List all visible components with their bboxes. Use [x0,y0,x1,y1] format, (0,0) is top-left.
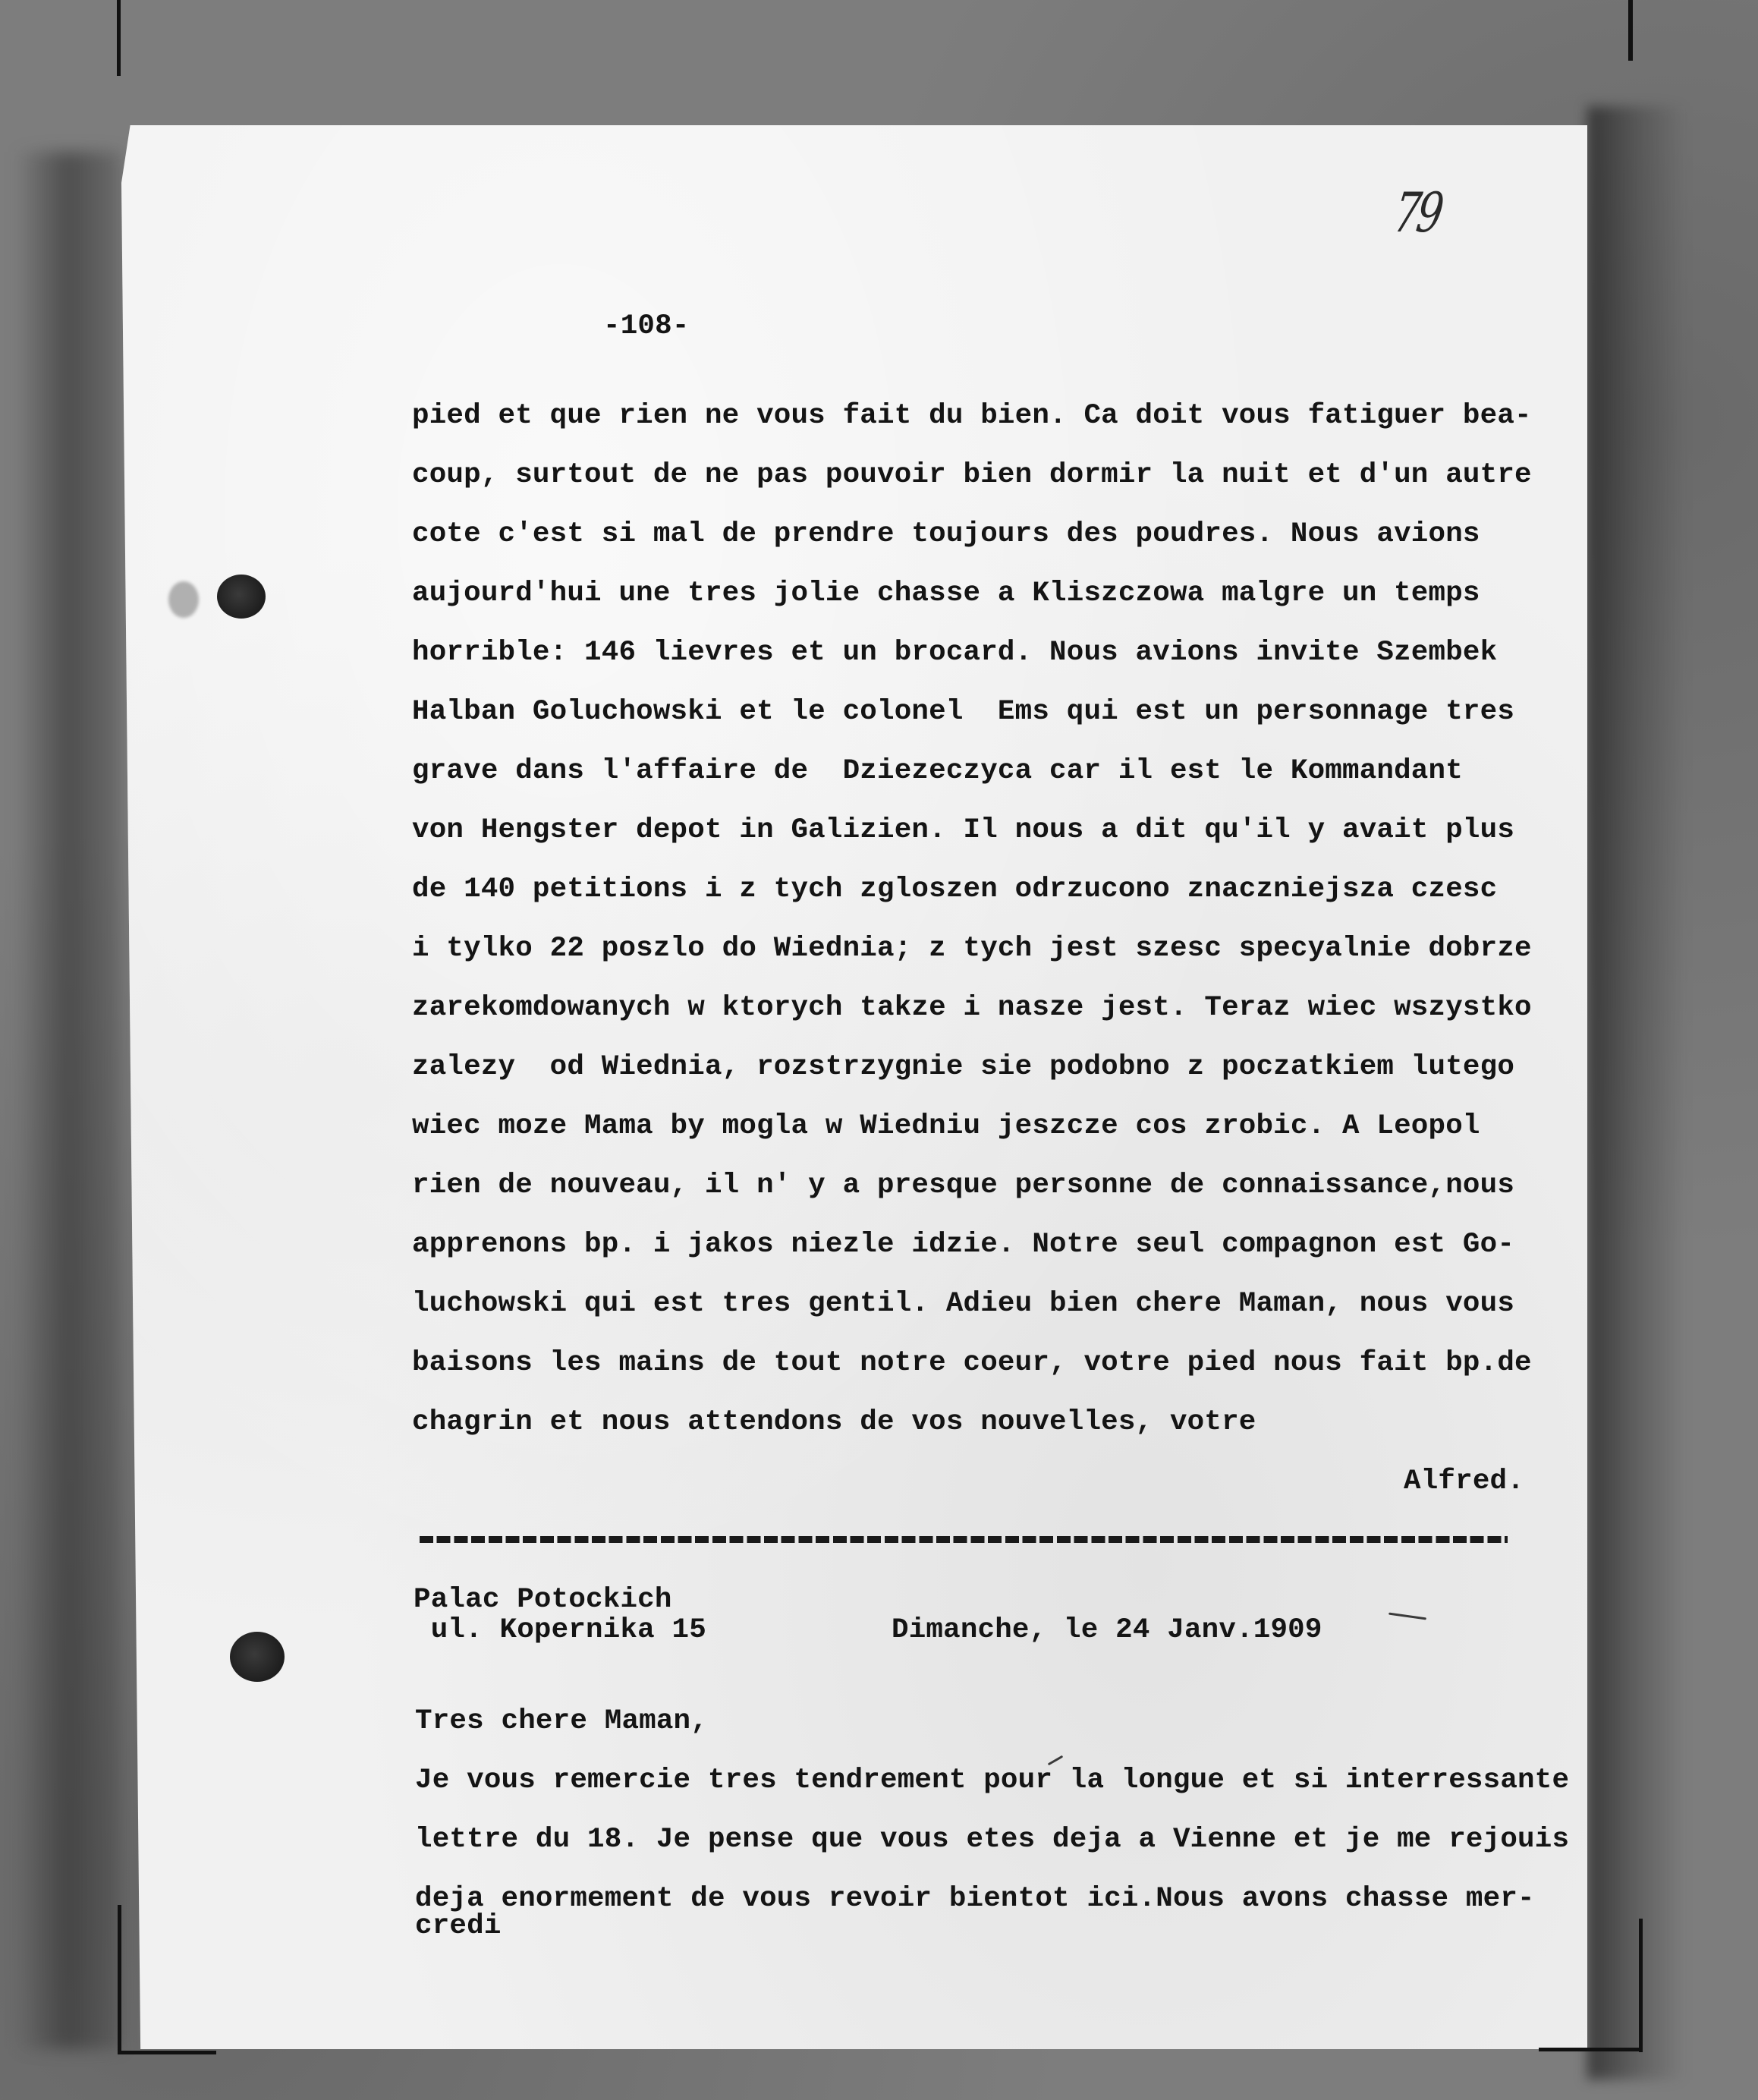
text-line: chagrin et nous attendons de vos nouvelles, votre [412,1406,1256,1438]
registration-mark-top-right [1628,0,1633,61]
folio-number-handwritten: 79 [1390,181,1445,244]
punch-hole-ghost [168,581,199,618]
crop-mark-bottom-right-vertical [1639,1919,1643,2052]
paper-shadow-left [15,152,121,2049]
text-line: zarekomdowanych w ktorych takze i nasze jest. Teraz wiec wszystko [412,992,1532,1024]
text-line: lettre du 18. Je pense que vous etes deja a Vienne et je me rejouis [415,1824,1570,1856]
text-line: baisons les mains de tout notre coeur, votre pied nous fait bp.de [412,1347,1532,1379]
punch-hole-bottom [230,1632,285,1682]
text-line: Halban Goluchowski et le colonel Ems qui est un personnage tres [412,696,1515,728]
text-line: von Hengster depot in Galizien. Il nous a dit qu'il y avait plus [412,814,1515,846]
text-line: zalezy od Wiednia, rozstrzygnie sie podobno z poczatkiem lutego [412,1051,1515,1083]
letter-date: Dimanche, le 24 Janv.1909 [892,1614,1322,1646]
crop-mark-bottom-right-horizontal [1539,2048,1641,2051]
text-line: de 140 petitions i z tych zgloszen odrzucono znaczniejsza czesc [412,874,1498,905]
text-line: luchowski qui est tres gentil. Adieu bien chere Maman, nous vous [412,1288,1515,1320]
crop-mark-bottom-left-vertical [118,1905,121,2054]
text-line: coup, surtout de ne pas pouvoir bien dormir la nuit et d'un autre [412,459,1532,491]
text-line: credi [415,1910,502,1942]
text-line: aujourd'hui une tres jolie chasse a Kliszczowa malgre un temps [412,578,1480,609]
text-line: i tylko 22 poszlo do Wiednia; z tych jest szesc specyalnie dobrze [412,933,1532,965]
text-line: rien de nouveau, il n' y a presque personne de connaissance,nous [412,1170,1515,1201]
text-line: horrible: 146 lievres et un brocard. Nous avions invite Szembek [412,637,1498,669]
paper-shadow-right [1587,106,1686,2080]
text-line: wiec moze Mama by mogla w Wiedniu jeszcze cos zrobic. A Leopol [412,1110,1480,1142]
text-line: cote c'est si mal de prendre toujours des poudres. Nous avions [412,518,1480,550]
page-number: -108- [603,310,690,342]
registration-mark-top-left [117,0,121,76]
text-line: deja enormement de vous revoir bientot ici.Nous avons chasse mer- [415,1883,1535,1915]
address-line-1: Palac Potockich [414,1584,672,1616]
text-line: grave dans l'affaire de Dziezeczyca car il est le Kommandant [412,755,1463,787]
punch-hole-top [217,575,266,619]
text-line: apprenons bp. i jakos niezle idzie. Notre seul compagnon est Go- [412,1229,1515,1261]
text-line: pied et que rien ne vous fait du bien. Ca doit vous fatiguer bea- [412,400,1532,432]
signature: Alfred. [1404,1466,1524,1497]
address-line-2: ul. Kopernika 15 [414,1614,706,1646]
salutation: Tres chere Maman, [415,1705,708,1737]
section-separator [420,1536,1508,1543]
crop-mark-bottom-left-horizontal [118,2051,216,2054]
text-line: Je vous remercie tres tendrement pour la longue et si interressante [415,1765,1570,1796]
